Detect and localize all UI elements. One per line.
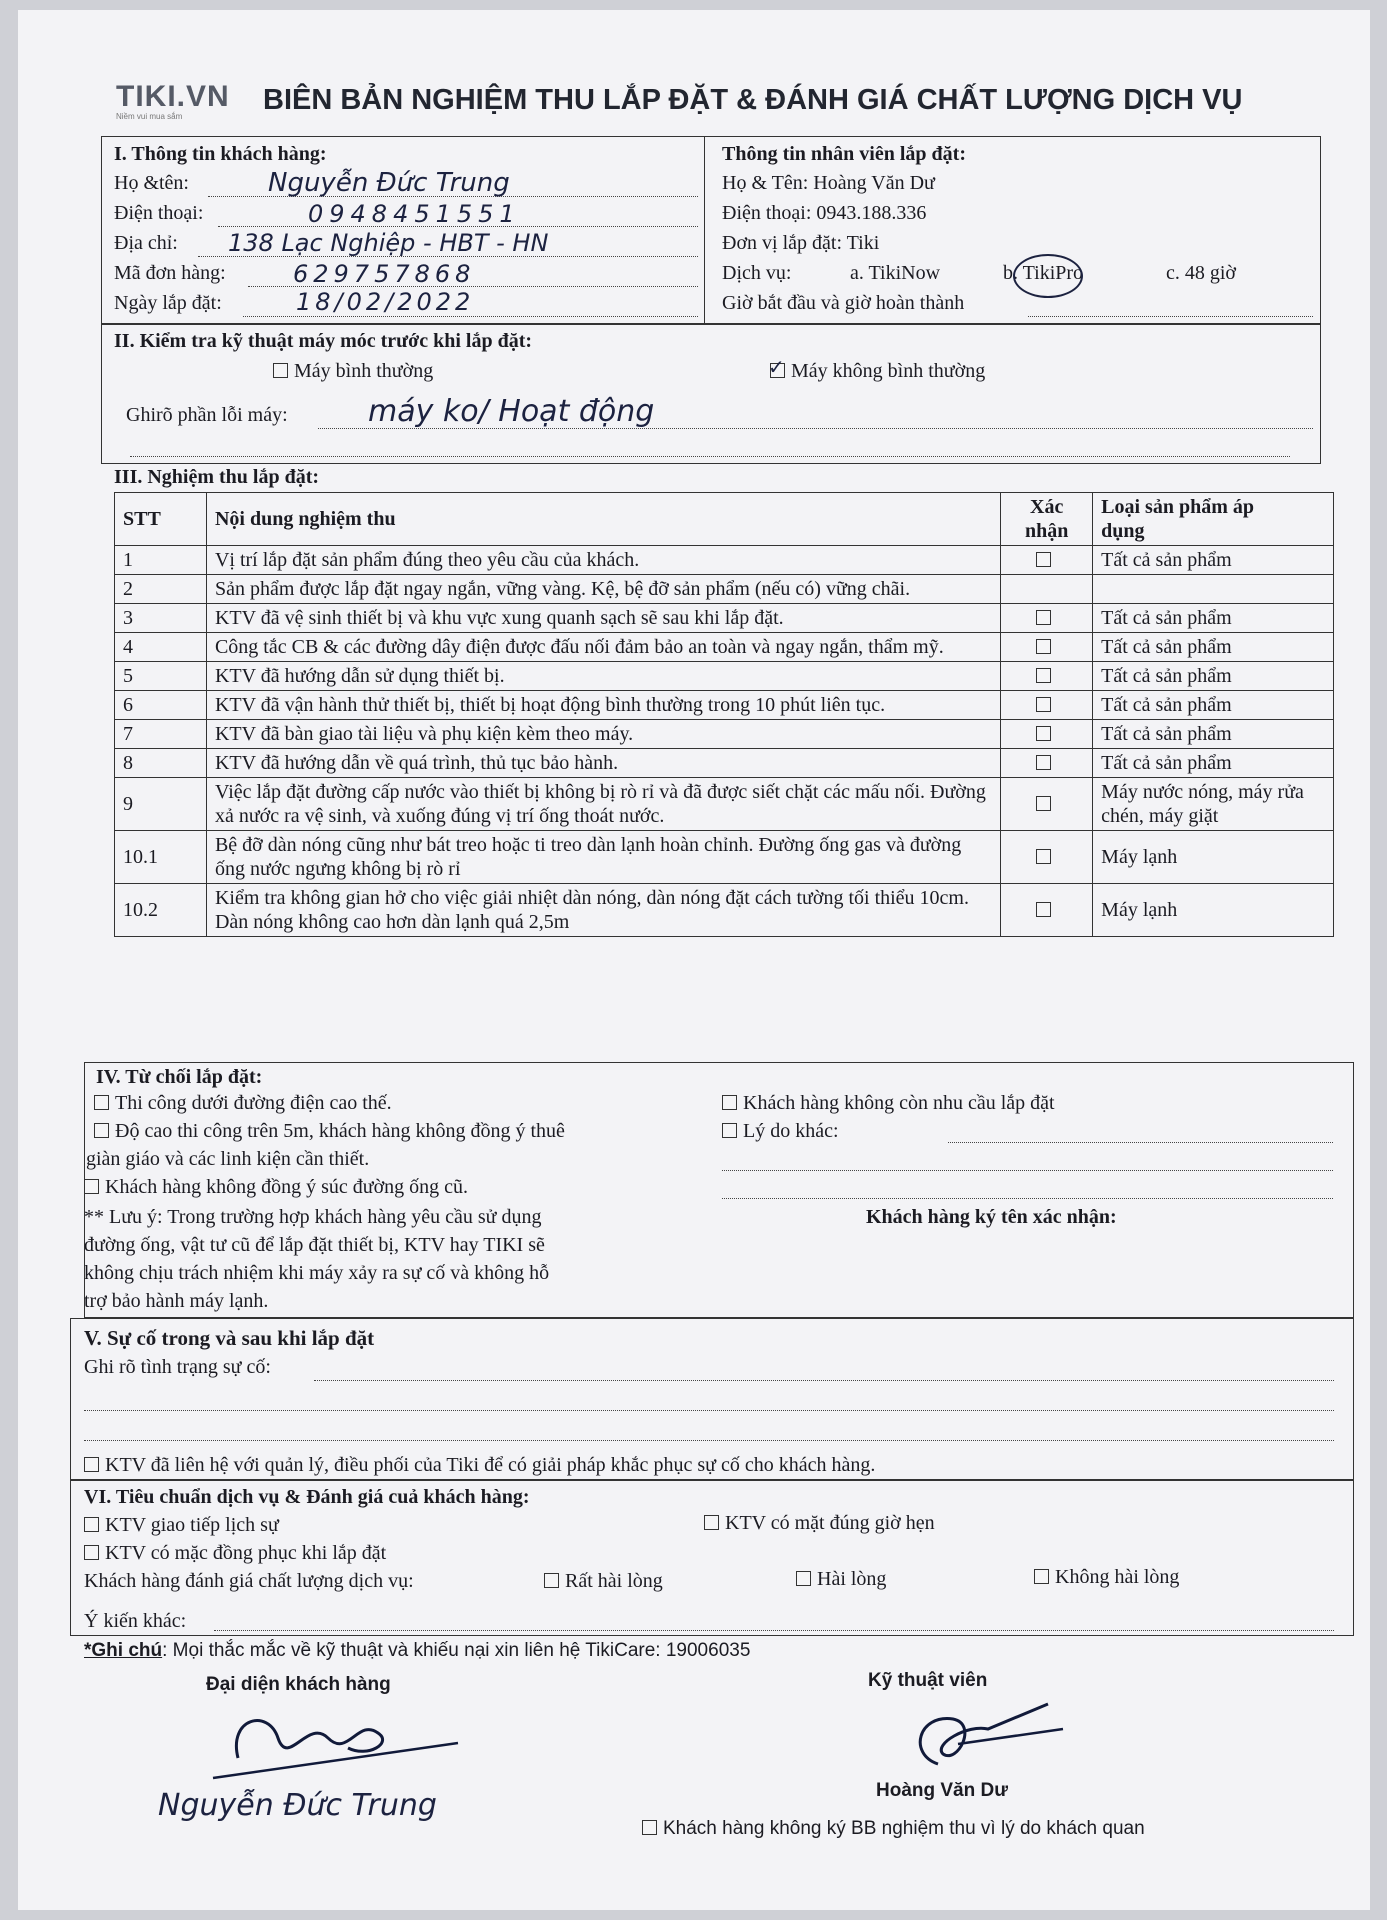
table-row bbox=[115, 662, 1334, 691]
table-row bbox=[115, 749, 1334, 778]
standard-option-3[interactable]: KTV có mặc đồng phục khi lắp đặt bbox=[84, 1542, 386, 1565]
service-a: a. TikiNow bbox=[850, 262, 941, 284]
table-cell bbox=[1001, 691, 1093, 720]
table-header-row bbox=[115, 493, 1334, 546]
rating-satisfied[interactable]: Hài lòng bbox=[796, 1568, 886, 1591]
form-sheet bbox=[18, 10, 1370, 1910]
logo-text: TIKI.VN bbox=[116, 80, 230, 113]
table-cell: 3 bbox=[115, 604, 207, 633]
table-cell bbox=[1001, 575, 1093, 604]
check-mark-icon: ✓ bbox=[768, 357, 785, 379]
confirm-checkbox[interactable] bbox=[1036, 796, 1051, 811]
refuse-option-2-cont: giàn giáo và các linh kiện cần thiết. bbox=[86, 1148, 370, 1170]
refuse-option-3[interactable]: Khách hàng không đồng ý súc đường ống cũ. bbox=[84, 1176, 468, 1199]
service-b: b. TikiPro bbox=[1003, 262, 1084, 284]
acceptance-table bbox=[114, 492, 1334, 937]
machine-normal-option[interactable] bbox=[273, 360, 433, 383]
table-cell: Công tắc CB & các đường dây điện được đấu nối đảm bảo an toàn và ngay ngắn, thẩm mỹ. bbox=[206, 633, 1000, 662]
table-cell: 1 bbox=[115, 546, 207, 575]
contact-option[interactable]: KTV đã liên hệ với quản lý, điều phối của Tiki để có giải pháp khắc phục sự cố cho khách hàng. bbox=[84, 1454, 875, 1477]
logo-slogan: Niềm vui mua sắm bbox=[116, 112, 183, 121]
table-cell: Tất cả sản phẩm bbox=[1093, 604, 1334, 633]
rating-very-satisfied[interactable]: Rất hài lòng bbox=[544, 1570, 663, 1593]
customer-name-value: Nguyễn Đức Trung bbox=[268, 168, 510, 198]
col-stt: STT bbox=[115, 493, 207, 546]
standard-checkbox-1[interactable] bbox=[84, 1517, 99, 1532]
table-cell: KTV đã vận hành thử thiết bị, thiết bị hoạt động bình thường trong 10 phút liên tục. bbox=[206, 691, 1000, 720]
note-line-2: đường ống, vật tư cũ để lắp đặt thiết bị, KTV hay TIKI sẽ bbox=[84, 1234, 545, 1256]
table-cell bbox=[1001, 662, 1093, 691]
confirm-checkbox[interactable] bbox=[1036, 610, 1051, 625]
table-cell bbox=[1001, 604, 1093, 633]
refuse-checkbox-5[interactable] bbox=[722, 1123, 737, 1138]
refuse-checkbox-2[interactable] bbox=[94, 1123, 109, 1138]
customer-name-label: Họ &tên: bbox=[114, 172, 189, 194]
tiki-logo bbox=[116, 80, 230, 121]
table-cell: Tất cả sản phẩm bbox=[1093, 749, 1334, 778]
refuse-option-2[interactable]: Độ cao thi công trên 5m, khách hàng không đồng ý thuê bbox=[94, 1120, 565, 1143]
table-cell: KTV đã bàn giao tài liệu và phụ kiện kèm theo máy. bbox=[206, 720, 1000, 749]
refuse-option-4[interactable]: Khách hàng không còn nhu cầu lắp đặt bbox=[722, 1092, 1055, 1115]
table-cell: Việc lắp đặt đường cấp nước vào thiết bị không bị rò rỉ và đã được siết chặt các mấu nối. Đường xả nước ra vệ sinh, và xuống đúng vị trí ống thoát nước. bbox=[206, 778, 1000, 831]
table-cell: Máy lạnh bbox=[1093, 884, 1334, 937]
table-cell: 10.1 bbox=[115, 831, 207, 884]
no-sign-option[interactable]: Khách hàng không ký BB nghiệm thu vì lý do khách quan bbox=[642, 1818, 1145, 1840]
table-cell: Tất cả sản phẩm bbox=[1093, 633, 1334, 662]
customer-address-label: Địa chỉ: bbox=[114, 232, 178, 254]
fault-value: máy ko/ Hoạt động bbox=[368, 394, 655, 429]
section-3-heading: III. Nghiệm thu lắp đặt: bbox=[114, 466, 320, 488]
rating-label: Khách hàng đánh giá chất lượng dịch vụ: bbox=[84, 1570, 414, 1592]
note-line-1: ** Lưu ý: Trong trường hợp khách hàng yêu cầu sử dụng bbox=[84, 1206, 542, 1228]
installer-phone: Điện thoại: 0943.188.336 bbox=[722, 202, 927, 224]
table-cell bbox=[1001, 720, 1093, 749]
col-product-type: Loại sản phẩm áp dụng bbox=[1093, 493, 1334, 546]
machine-abnormal-checkbox[interactable] bbox=[768, 357, 785, 379]
service-label: Dịch vụ: bbox=[722, 262, 792, 284]
standard-option-1[interactable]: KTV giao tiếp lịch sự bbox=[84, 1514, 279, 1537]
table-cell: 9 bbox=[115, 778, 207, 831]
confirm-checkbox[interactable] bbox=[1036, 849, 1051, 864]
customer-sign-label: Khách hàng ký tên xác nhận: bbox=[866, 1206, 1117, 1228]
table-cell bbox=[1001, 831, 1093, 884]
installer-name: Họ & Tên: Hoàng Văn Dư bbox=[722, 172, 935, 194]
table-cell: 10.2 bbox=[115, 884, 207, 937]
fault-label: Ghirõ phần lỗi máy: bbox=[126, 404, 288, 426]
col-content: Nội dung nghiệm thu bbox=[206, 493, 1000, 546]
table-cell bbox=[1001, 778, 1093, 831]
customer-signature bbox=[208, 1698, 468, 1788]
note-line-4: trợ bảo hành máy lạnh. bbox=[84, 1290, 269, 1312]
technician-label: Kỹ thuật viên bbox=[868, 1670, 988, 1691]
table-cell: Máy lạnh bbox=[1093, 831, 1334, 884]
install-date-value: 18/02/2022 bbox=[296, 288, 475, 316]
table-row bbox=[115, 575, 1334, 604]
table-cell bbox=[1093, 575, 1334, 604]
order-label: Mã đơn hàng: bbox=[114, 262, 226, 284]
standard-option-2[interactable]: KTV có mặt đúng giờ hẹn bbox=[704, 1512, 935, 1535]
table-cell bbox=[1001, 633, 1093, 662]
installer-heading: Thông tin nhân viên lắp đặt: bbox=[722, 143, 966, 165]
customer-rep-label: Đại diện khách hàng bbox=[206, 1674, 391, 1695]
table-cell: 6 bbox=[115, 691, 207, 720]
table-cell: 4 bbox=[115, 633, 207, 662]
section-6-heading: VI. Tiêu chuẩn dịch vụ & Đánh giá cuả khách hàng: bbox=[84, 1486, 530, 1508]
technician-signature bbox=[898, 1694, 1078, 1784]
footer-note: *Ghi chú: Mọi thắc mắc về kỹ thuật và khiếu nại xin liên hệ TikiCare: 19006035 bbox=[84, 1640, 751, 1661]
table-cell: KTV đã vệ sinh thiết bị và khu vực xung quanh sạch sẽ sau khi lắp đặt. bbox=[206, 604, 1000, 633]
table-cell bbox=[1001, 546, 1093, 575]
machine-normal-checkbox[interactable] bbox=[273, 363, 288, 378]
table-row bbox=[115, 691, 1334, 720]
rating-checkbox-1[interactable] bbox=[544, 1573, 559, 1588]
contact-checkbox[interactable] bbox=[84, 1457, 99, 1472]
standard-checkbox-3[interactable] bbox=[84, 1545, 99, 1560]
table-cell: Tất cả sản phẩm bbox=[1093, 691, 1334, 720]
install-date-label: Ngày lắp đặt: bbox=[114, 292, 222, 314]
customer-heading: I. Thông tin khách hàng: bbox=[114, 143, 327, 165]
other-comments-label: Ý kiến khác: bbox=[84, 1610, 187, 1632]
table-cell bbox=[1001, 884, 1093, 937]
section-5-heading: V. Sự cố trong và sau khi lắp đặt bbox=[84, 1326, 375, 1350]
section-1-divider bbox=[704, 136, 705, 324]
confirm-checkbox[interactable] bbox=[1036, 668, 1051, 683]
section-4-heading: IV. Từ chối lắp đặt: bbox=[96, 1066, 263, 1088]
rating-not-satisfied[interactable]: Không hài lòng bbox=[1034, 1566, 1179, 1589]
confirm-checkbox[interactable] bbox=[1036, 902, 1051, 917]
refuse-checkbox-3[interactable] bbox=[84, 1179, 99, 1194]
table-row bbox=[115, 778, 1334, 831]
rating-checkbox-3[interactable] bbox=[1034, 1569, 1049, 1584]
table-row bbox=[115, 633, 1334, 662]
table-cell bbox=[1001, 749, 1093, 778]
technician-name: Hoàng Văn Dư bbox=[876, 1780, 1008, 1801]
confirm-checkbox[interactable] bbox=[1036, 726, 1051, 741]
refuse-checkbox-1[interactable] bbox=[94, 1095, 109, 1110]
installer-unit: Đơn vị lắp đặt: Tiki bbox=[722, 232, 880, 254]
document-title: BIÊN BẢN NGHIỆM THU LẮP ĐẶT & ĐÁNH GIÁ CHẤT LƯỢNG DỊCH VỤ bbox=[263, 84, 1243, 116]
customer-address-value: 138 Lạc Nghiệp - HBT - HN bbox=[228, 229, 549, 257]
table-row bbox=[115, 546, 1334, 575]
table-cell: 5 bbox=[115, 662, 207, 691]
order-value: 629757868 bbox=[293, 260, 476, 288]
table-cell: 2 bbox=[115, 575, 207, 604]
machine-abnormal-label: Máy không bình thường bbox=[791, 360, 986, 382]
table-cell: Máy nước nóng, máy rửa chén, máy giặt bbox=[1093, 778, 1334, 831]
table-cell: Tất cả sản phẩm bbox=[1093, 662, 1334, 691]
table-cell: Kiểm tra không gian hở cho việc giải nhiệt dàn nóng, dàn nóng đặt cách tường tối thiểu 10cm. Dàn nóng không cao hơn dàn lạnh quá 2,5m bbox=[206, 884, 1000, 937]
confirm-checkbox[interactable] bbox=[1036, 697, 1051, 712]
table-cell: 7 bbox=[115, 720, 207, 749]
customer-signature-name: Nguyễn Đức Trung bbox=[158, 1788, 437, 1823]
rating-checkbox-2[interactable] bbox=[796, 1571, 811, 1586]
table-cell: Tất cả sản phẩm bbox=[1093, 720, 1334, 749]
table-cell: KTV đã hướng dẫn về quá trình, thủ tục bảo hành. bbox=[206, 749, 1000, 778]
table-cell: 8 bbox=[115, 749, 207, 778]
customer-phone-value: 0948451551 bbox=[308, 200, 521, 228]
table-cell: Tất cả sản phẩm bbox=[1093, 546, 1334, 575]
table-row bbox=[115, 884, 1334, 937]
table-row bbox=[115, 831, 1334, 884]
machine-abnormal-option[interactable] bbox=[768, 357, 986, 383]
table-cell: Vị trí lắp đặt sản phẩm đúng theo yêu cầu của khách. bbox=[206, 546, 1000, 575]
table-cell: Bệ đỡ dàn nóng cũng như bát treo hoặc ti treo dàn lạnh hoàn chỉnh. Đường ống gas và đường ống nước ngưng không bị rò rỉ bbox=[206, 831, 1000, 884]
refuse-option-1[interactable]: Thi công dưới đường điện cao thế. bbox=[94, 1092, 392, 1115]
refuse-checkbox-4[interactable] bbox=[722, 1095, 737, 1110]
time-label: Giờ bắt đầu và giờ hoàn thành bbox=[722, 292, 965, 314]
refuse-option-5[interactable]: Lý do khác: bbox=[722, 1120, 839, 1143]
confirm-checkbox[interactable] bbox=[1036, 552, 1051, 567]
incident-label: Ghi rõ tình trạng sự cố: bbox=[84, 1356, 271, 1378]
confirm-checkbox[interactable] bbox=[1036, 639, 1051, 654]
table-row bbox=[115, 720, 1334, 749]
customer-phone-label: Điện thoại: bbox=[114, 202, 204, 224]
table-row bbox=[115, 604, 1334, 633]
confirm-checkbox[interactable] bbox=[1036, 755, 1051, 770]
service-b-circle-mark bbox=[1013, 254, 1083, 298]
no-sign-checkbox[interactable] bbox=[642, 1820, 657, 1835]
machine-normal-label: Máy bình thường bbox=[294, 360, 434, 382]
note-line-3: không chịu trách nhiệm khi máy xảy ra sự cố và không hỗ bbox=[84, 1262, 550, 1284]
service-c: c. 48 giờ bbox=[1166, 262, 1237, 284]
table-cell: Sản phẩm được lắp đặt ngay ngắn, vững vàng. Kệ, bệ đỡ sản phẩm (nếu có) vững chãi. bbox=[206, 575, 1000, 604]
col-confirm: Xác nhận bbox=[1001, 493, 1093, 546]
standard-checkbox-2[interactable] bbox=[704, 1515, 719, 1530]
table-cell: KTV đã hướng dẫn sử dụng thiết bị. bbox=[206, 662, 1000, 691]
section-2-heading: II. Kiểm tra kỹ thuật máy móc trước khi lắp đặt: bbox=[114, 330, 533, 352]
